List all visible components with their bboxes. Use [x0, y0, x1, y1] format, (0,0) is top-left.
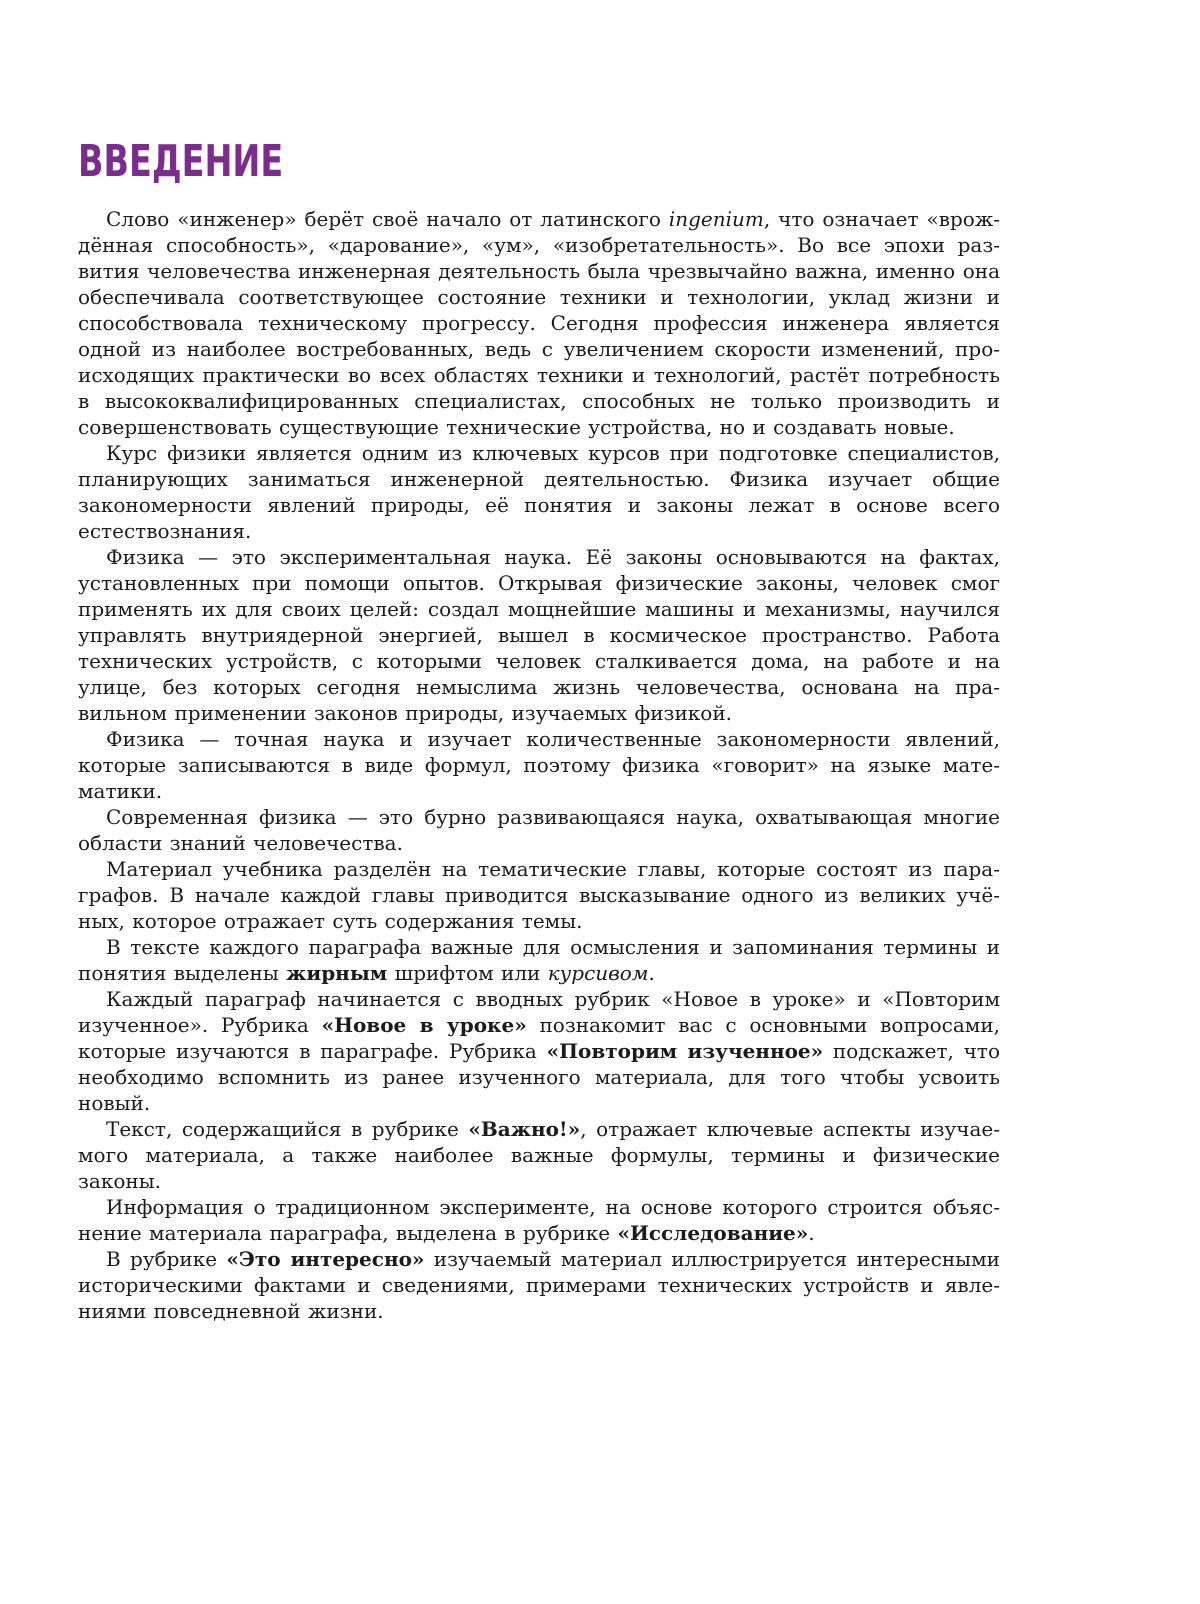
text-run: . — [808, 1221, 815, 1245]
text-run: жирным — [286, 961, 388, 985]
text-run: «Важно!» — [468, 1117, 581, 1141]
body-text — [78, 206, 1000, 1324]
text-run: «Повторим изученное» — [546, 1039, 824, 1063]
text-run: Слово «инженер» берёт своё начало от латинского — [106, 207, 669, 231]
text-run: изучаемый материал иллюстрируется интересными историческими фактами и сведениями, примерами технических устройств и явлениями повседневной жизни. — [78, 1247, 1000, 1323]
paragraph — [78, 986, 1000, 1116]
text-run: Материал учебника разделён на тематические главы, которые состоят из параграфов. В начале каждой главы приводится высказывание одного из великих учёных, которое отражает суть содержания темы. — [78, 857, 1000, 933]
text-run: Каждый параграф начинается с вводных рубрик «Новое в уроке» и «Повторим изученное». Рубрика — [78, 987, 1000, 1037]
paragraph — [78, 440, 1000, 544]
paragraph — [78, 856, 1000, 934]
text-run: В рубрике — [106, 1247, 227, 1271]
text-run: В тексте каждого параграфа важные для осмысления и запоминания термины и понятия выделены — [78, 935, 1000, 985]
paragraph — [78, 206, 1000, 440]
paragraph — [78, 726, 1000, 804]
text-run: шрифтом или — [387, 961, 548, 985]
text-run: Информация о традиционном эксперименте, на основе которого строится объяснение материала параграфа, выделена в рубрике — [78, 1195, 1000, 1245]
text-run: , отражает ключевые аспекты изучаемого материала, а также наиболее важные формулы, термины и физические законы. — [78, 1117, 1000, 1193]
chapter-heading: ВВЕДЕНИЕ — [78, 136, 284, 187]
text-run: Курс физики является одним из ключевых курсов при подготовке специалистов, планирующих заниматься инженерной деятельностью. Физика изучает общие закономерности явлений природы, её понятия и законы лежат в основе всего естествознания. — [78, 441, 1000, 543]
paragraph — [78, 544, 1000, 726]
text-run: ingenium — [668, 207, 764, 231]
text-run: «Новое в уроке» — [321, 1013, 527, 1037]
text-run: Физика — точная наука и изучает количественные закономерности явлений, которые записываются в виде формул, поэтому физика «говорит» на языке математики. — [78, 727, 1000, 803]
paragraph — [78, 804, 1000, 856]
text-run: курсивом — [547, 961, 649, 985]
text-run: познакомит вас с основными вопросами, которые изучаются в параграфе. Рубрика — [78, 1013, 1001, 1063]
text-run: Текст, содержащийся в рубрике — [106, 1117, 469, 1141]
paragraph — [78, 1194, 1000, 1246]
text-run: , что означает «врождённая способность», «дарование», «ум», «изобретательность». Во все эпохи развития человечества инженерная деятельность была чрезвычайно важна, именно она обеспечивала соответствующее состояние техники и технологии, уклад жизни и способствовала техническому прогрессу. Сегодня профессия инженера является одной из наиболее востребованных, ведь с увеличением скорости изменений, происходящих практически во всех областях техники и технологий, растёт потребность в высококвалифицированных специалистах, способных не только производить и совершенствовать существующие технические устройства, но и создавать новые. — [78, 207, 1000, 439]
text-run: подскажет, что необходимо вспомнить из ранее изученного материала, для того чтобы усвоить новый. — [78, 1039, 1000, 1115]
text-run: «Это интересно» — [226, 1247, 425, 1271]
paragraph — [78, 1116, 1000, 1194]
text-run: Современная физика — это бурно развивающаяся наука, охватывающая многие области знаний человечества. — [78, 805, 1000, 855]
text-run: «Исследование» — [617, 1221, 809, 1245]
text-run: Физика — это экспериментальная наука. Её законы основываются на фактах, установленных при помощи опытов. Открывая физические законы, человек смог применять их для своих целей: создал мощнейшие машины и механизмы, научился управлять внутриядерной энергией, вышел в космическое пространство. Работа технических устройств, с которыми человек сталкивается дома, на работе и на улице, без которых сегодня немыслима жизнь человечества, основана на правильном применении законов природы, изучаемых физикой. — [78, 545, 1000, 725]
paragraph — [78, 934, 1000, 986]
paragraph — [78, 1246, 1000, 1324]
text-run: . — [648, 961, 655, 985]
